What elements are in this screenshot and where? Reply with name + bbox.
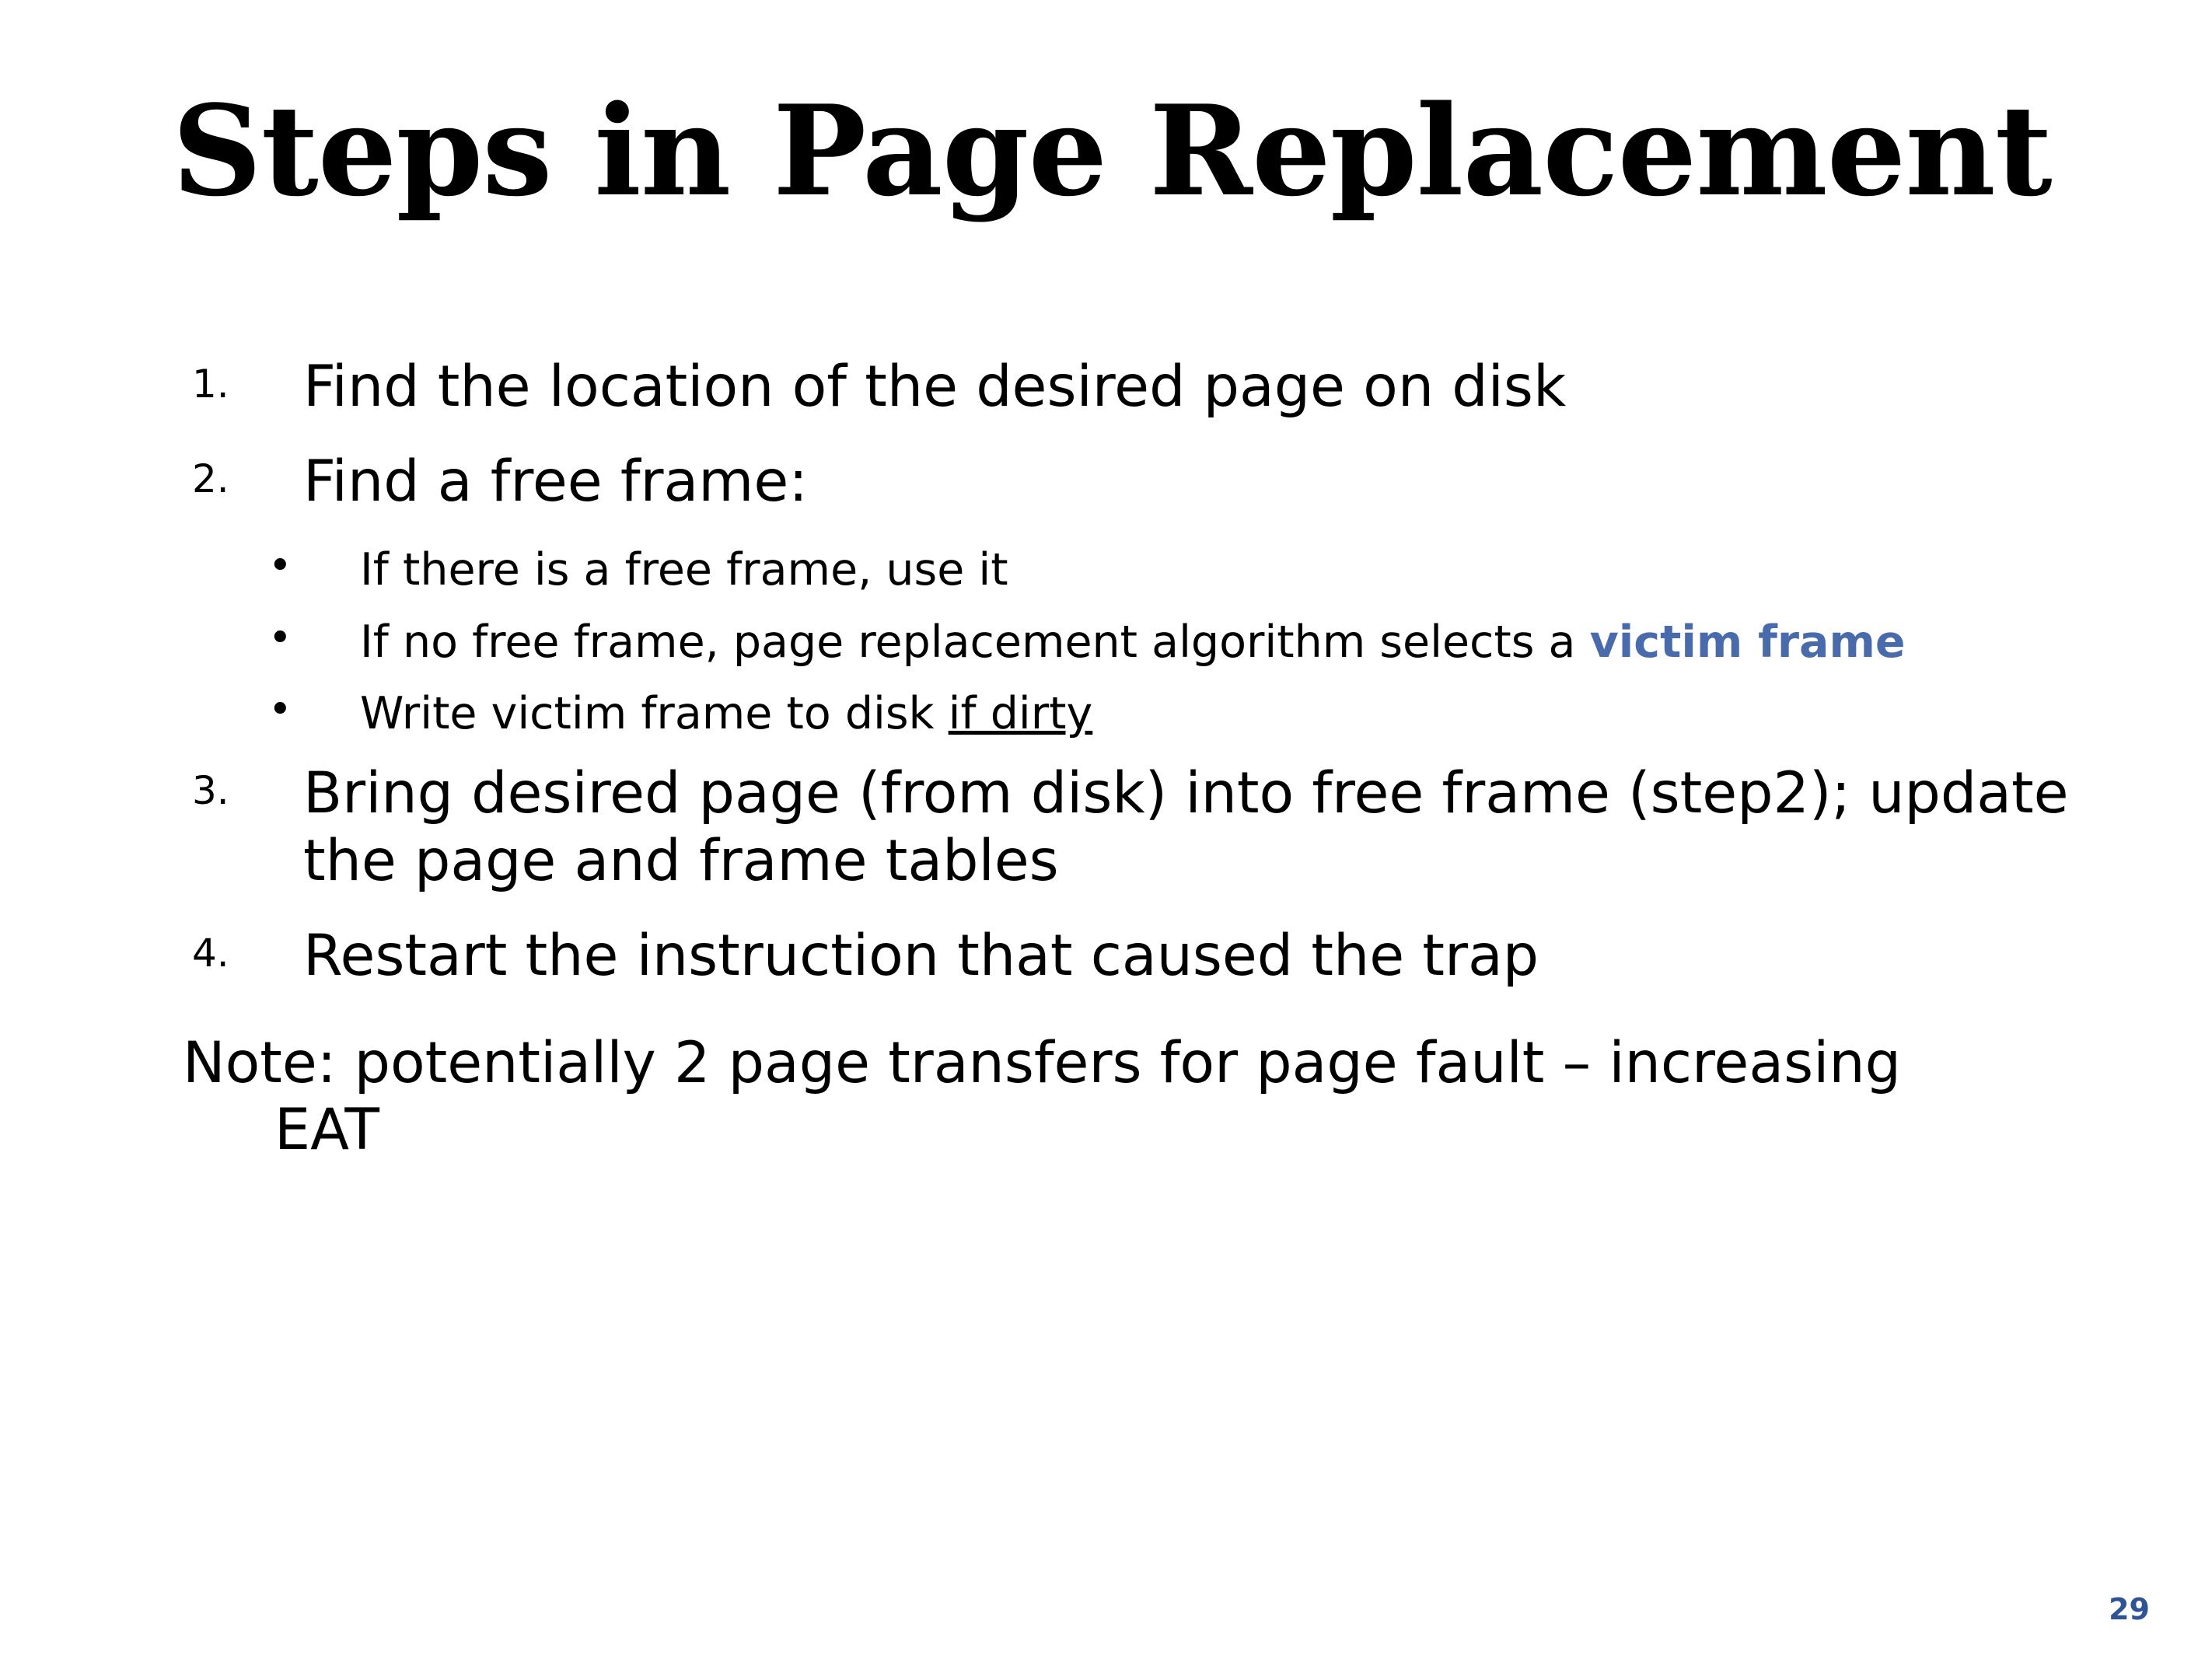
list-marker: 3. (192, 768, 229, 814)
list-item-4 (183, 923, 2103, 990)
list-item-text: Find the location of the desired page on disk (303, 354, 1567, 420)
sub-list-item-text: If there is a free frame, use it (360, 544, 1008, 596)
list-item-text: Bring desired page (from disk) into free frame (step2); update the page and frame tables (303, 760, 2069, 894)
sub-list-item-3 (183, 687, 2103, 740)
note-block (183, 1030, 2103, 1164)
list-marker: 2. (192, 456, 229, 502)
list-item-text: Find a free frame: (303, 449, 808, 515)
sub-list-item-text: Write victim frame to disk (360, 688, 949, 740)
list-item-text: Restart the instruction that caused the trap (303, 922, 1539, 989)
content-list (183, 354, 2103, 1164)
list-item-3 (183, 760, 2103, 894)
slide-page-number: 29 (2109, 1592, 2150, 1626)
if-dirty-emphasis: if dirty (948, 688, 1093, 740)
sub-list-item-text: If no free frame, page replacement algorithm selects a (360, 616, 1590, 668)
bullet-icon: • (268, 614, 292, 662)
list-marker: 1. (192, 361, 229, 407)
bullet-icon: • (268, 543, 292, 590)
bullet-icon: • (268, 686, 292, 734)
list-item-1 (183, 354, 2103, 421)
note-line-2: EAT (274, 1096, 379, 1163)
page-title: Steps in Page Replacement (172, 78, 2052, 224)
note-line-1: Note: potentially 2 page transfers for page fault – increasing (183, 1029, 1901, 1096)
list-item-2 (183, 449, 2103, 515)
sub-list-item-2 (183, 616, 2103, 669)
sub-list (183, 543, 2103, 740)
list-marker: 4. (192, 930, 229, 976)
sub-list-item-1 (183, 543, 2103, 596)
victim-frame-highlight: victim frame (1589, 616, 1906, 668)
